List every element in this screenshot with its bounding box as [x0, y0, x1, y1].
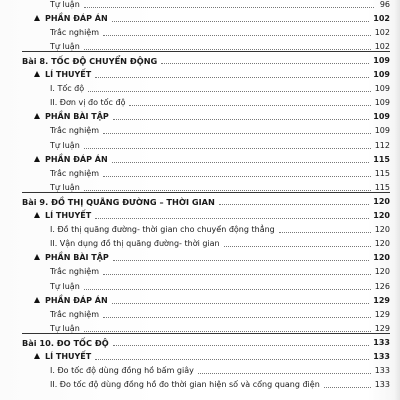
toc-entry-label: Bài 10. ĐO TỐC ĐỘ — [22, 337, 109, 348]
dotted-leader — [113, 259, 370, 261]
dotted-leader — [324, 386, 371, 388]
toc-entry-label: II. Đo tốc độ dùng đồng hồ đo thời gian hiện số và cổng quang điện — [50, 380, 320, 390]
toc-page-number: 133 — [374, 366, 390, 376]
toc-entry-label: Trắc nghiệm — [50, 27, 99, 37]
triangle-bullet-icon — [34, 15, 40, 21]
toc-entry-label: PHẦN ĐÁP ÁN — [45, 13, 108, 23]
toc-page-number: 109 — [373, 70, 390, 79]
toc-entry-label: PHẦN ĐÁP ÁN — [45, 295, 108, 305]
toc-page-number: 120 — [373, 253, 390, 263]
toc-page-number: 109 — [374, 98, 390, 108]
dotted-leader — [198, 372, 371, 374]
toc-entry-label: Tự luận — [50, 182, 80, 192]
triangle-bullet-icon — [34, 212, 40, 218]
toc-entry-label: Bài 8. TỐC ĐỘ CHUYỂN ĐỘNG — [22, 55, 158, 66]
toc-page-number: 120 — [374, 225, 390, 235]
dotted-leader — [112, 161, 370, 163]
toc-page-number: 129 — [373, 295, 390, 305]
dotted-leader — [95, 217, 369, 219]
dotted-leader — [84, 288, 371, 290]
toc-entry-label: LÍ THUYẾT — [45, 211, 92, 220]
toc-entry-label: Tự luận — [50, 140, 80, 150]
toc-page-number: 120 — [373, 211, 390, 220]
toc-item-entry[interactable] — [50, 377, 390, 394]
dotted-leader — [103, 132, 371, 134]
toc-entry-label: Bài 9. ĐỒ THỊ QUÃNG ĐƯỜNG – THỜI GIAN — [22, 196, 215, 207]
toc-page-number: 133 — [374, 380, 390, 390]
toc-page-number: 109 — [373, 112, 390, 122]
dotted-leader — [84, 330, 371, 332]
toc-page-number: 102 — [374, 41, 390, 51]
toc-entry-label: Trắc nghiệm — [50, 267, 99, 277]
toc-page-number: 109 — [374, 84, 390, 94]
triangle-bullet-icon — [34, 156, 40, 162]
dotted-leader — [95, 76, 369, 78]
dotted-leader — [84, 147, 371, 149]
dotted-leader — [129, 104, 370, 106]
dotted-leader — [103, 175, 371, 177]
toc-entry-label: PHẦN ĐÁP ÁN — [45, 154, 108, 164]
toc-entry-label: LÍ THUYẾT — [45, 352, 92, 361]
toc-page-number: 115 — [374, 182, 390, 192]
toc-entry-label: I. Đồ thị quãng đường- thời gian cho chuyển động thẳng — [50, 225, 275, 235]
dotted-leader — [95, 358, 369, 360]
toc-entry-label: PHẦN BÀI TẬP — [45, 112, 109, 122]
toc-entry-label: I. Tốc độ — [50, 84, 85, 94]
dotted-leader — [84, 189, 371, 191]
toc-page-number: 96 — [379, 0, 390, 9]
toc-page-number: 115 — [373, 154, 390, 164]
dotted-leader — [84, 48, 371, 50]
toc-entry-label: Trắc nghiệm — [50, 309, 99, 319]
toc-page-number: 129 — [374, 309, 390, 319]
dotted-leader — [112, 20, 370, 22]
triangle-bullet-icon — [34, 113, 40, 119]
triangle-bullet-icon — [34, 353, 40, 359]
toc-page-number: 112 — [374, 140, 390, 150]
toc-page-number: 109 — [373, 55, 390, 65]
dotted-leader — [88, 90, 371, 92]
toc-entry-label: Tự luận — [50, 323, 80, 333]
toc-entry-label: PHẦN BÀI TẬP — [45, 253, 109, 263]
toc-entry-label: Tự luận — [50, 0, 80, 9]
toc-entry-label: Trắc nghiệm — [50, 168, 99, 178]
dotted-leader — [224, 245, 371, 247]
dotted-leader — [112, 302, 370, 304]
triangle-bullet-icon — [34, 297, 40, 303]
toc-page-number: 115 — [374, 168, 390, 178]
toc-entry-label: II. Vận dụng đồ thị quãng đường- thời gian — [50, 239, 220, 249]
toc-page-number: 120 — [373, 196, 390, 206]
toc-page-number: 129 — [374, 323, 390, 333]
toc-page-number: 133 — [373, 352, 390, 361]
dotted-leader — [113, 118, 370, 120]
toc-entry-label: Tự luận — [50, 41, 80, 51]
triangle-bullet-icon — [34, 254, 40, 260]
toc-page-number: 120 — [374, 239, 390, 249]
dotted-leader — [161, 62, 369, 64]
dotted-leader — [103, 34, 371, 36]
dotted-leader — [103, 273, 371, 275]
toc-entry-label: II. Đơn vị đo tốc độ — [50, 98, 126, 108]
dotted-leader — [279, 231, 371, 233]
toc-page-number: 109 — [374, 126, 390, 136]
dotted-leader — [84, 6, 374, 8]
toc-page-number: 102 — [373, 13, 390, 23]
toc-page-number: 102 — [374, 27, 390, 37]
toc-entry-label: I. Đo tốc độ dùng đồng hồ bấm giây — [50, 366, 194, 376]
dotted-leader — [219, 203, 369, 205]
toc-entry-label: LÍ THUYẾT — [45, 70, 92, 79]
dotted-leader — [113, 344, 370, 346]
dotted-leader — [103, 316, 371, 318]
toc-page-number: 120 — [374, 267, 390, 277]
toc-page-number: 126 — [374, 281, 390, 291]
triangle-bullet-icon — [34, 71, 40, 77]
toc-entry-label: Trắc nghiệm — [50, 126, 99, 136]
toc-entry-label: Tự luận — [50, 281, 80, 291]
page-edge-shadow — [394, 0, 400, 400]
toc-page-number: 133 — [373, 337, 390, 347]
